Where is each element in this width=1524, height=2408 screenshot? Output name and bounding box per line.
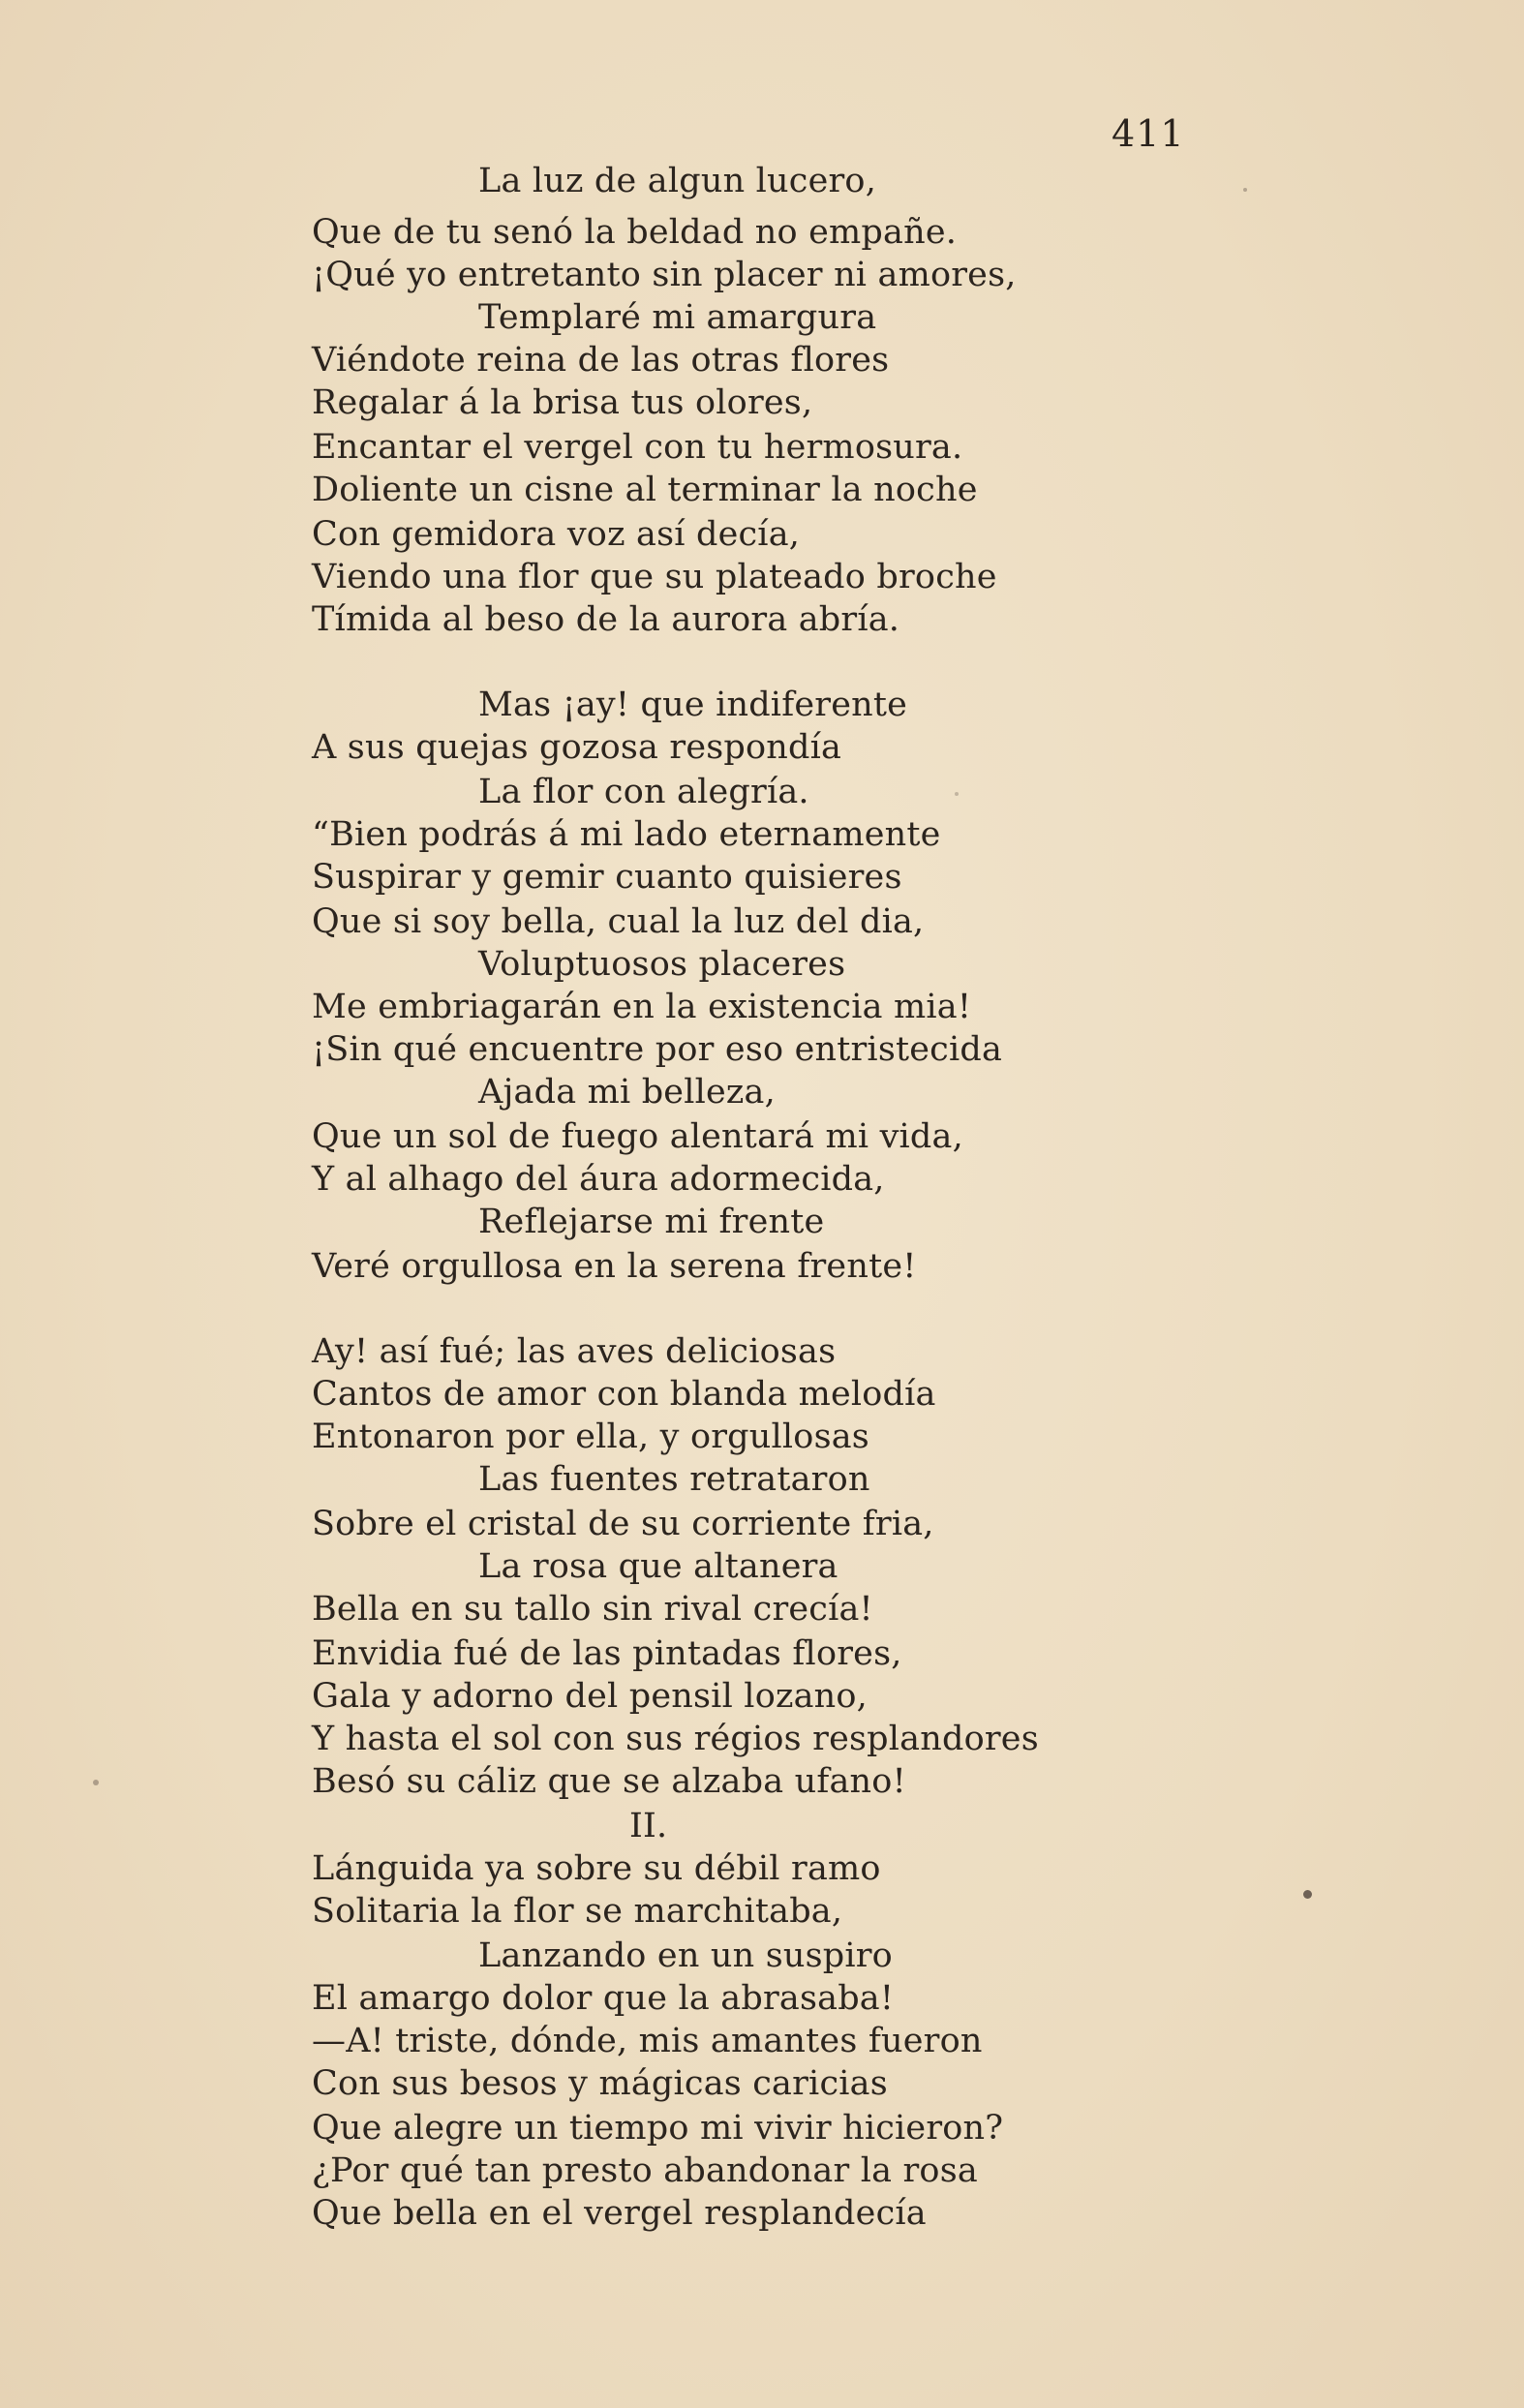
paper-speck xyxy=(955,792,959,796)
poem-line: Y hasta el sol con sus régios resplandores xyxy=(312,1720,1039,1758)
poem-line: Mas ¡ay! que indiferente xyxy=(478,686,908,724)
poem-line: Besó su cáliz que se alzaba ufano! xyxy=(312,1762,906,1801)
poem-line: Con sus besos y mágicas caricias xyxy=(312,2064,888,2103)
poem-line: Cantos de amor con blanda melodía xyxy=(312,1375,936,1414)
poem-line: Tímida al beso de la aurora abría. xyxy=(312,600,900,639)
page-number: 411 xyxy=(1112,112,1185,155)
poem-line: Lanzando en un suspiro xyxy=(478,1936,893,1975)
poem-line: ¿Por qué tan presto abandonar la rosa xyxy=(312,2151,978,2190)
poem-line: Suspirar y gemir cuanto quisieres xyxy=(312,858,902,897)
poem-line: La luz de algun lucero, xyxy=(478,162,877,200)
poem-line: Gala y adorno del pensil lozano, xyxy=(312,1677,869,1716)
poem-line: Sobre el cristal de su corriente fria, xyxy=(312,1505,934,1543)
poem-line: Con gemidora voz así decía, xyxy=(312,515,801,554)
poem-line: Templaré mi amargura xyxy=(478,298,877,337)
poem-line: Solitaria la flor se marchitaba, xyxy=(312,1892,843,1931)
poem-line: Entonaron por ella, y orgullosas xyxy=(312,1417,869,1456)
paper-speck xyxy=(93,1780,99,1785)
poem-line: Veré orgullosa en la serena frente! xyxy=(312,1247,917,1286)
poem-line: A sus quejas gozosa respondía xyxy=(312,728,842,767)
poem-line: Envidia fué de las pintadas flores, xyxy=(312,1634,902,1673)
paper-speck xyxy=(1303,1890,1312,1899)
section-heading: II. xyxy=(629,1807,668,1845)
poem-line: —A! triste, dónde, mis amantes fueron xyxy=(312,2022,983,2060)
poem-line: Que si soy bella, cual la luz del dia, xyxy=(312,902,925,941)
poem-line: Que un sol de fuego alentará mi vida, xyxy=(312,1117,963,1156)
poem-line: ¡Qué yo entretanto sin placer ni amores, xyxy=(312,256,1017,294)
poem-line: Me embriagarán en la existencia mia! xyxy=(312,988,972,1026)
poem-line: La rosa que altanera xyxy=(478,1547,838,1586)
poem-line: Lánguida ya sobre su débil ramo xyxy=(312,1849,881,1888)
poem-line: El amargo dolor que la abrasaba! xyxy=(312,1979,895,2018)
poem-line: “Bien podrás á mi lado eternamente xyxy=(312,815,941,854)
poem-line: Voluptuosos placeres xyxy=(478,945,846,984)
poem-line: Que alegre un tiempo mi vivir hicieron? xyxy=(312,2109,1004,2148)
poem-line: Viendo una flor que su plateado broche xyxy=(312,558,997,596)
poem-line: Encantar el vergel con tu hermosura. xyxy=(312,428,963,467)
poem-line: Y al alhago del áura adormecida, xyxy=(312,1160,885,1199)
poem-line: La flor con alegría. xyxy=(478,773,809,811)
poem-line: Bella en su tallo sin rival crecía! xyxy=(312,1590,873,1629)
poem-line: Que de tu senó la beldad no empañe. xyxy=(312,213,958,252)
poem-line: Regalar á la brisa tus olores, xyxy=(312,383,813,422)
poem-line: Reflejarse mi frente xyxy=(478,1203,825,1241)
poem-line: Ajada mi belleza, xyxy=(478,1073,776,1112)
poem-line: Doliente un cisne al terminar la noche xyxy=(312,471,978,509)
poem-line: ¡Sin qué encuentre por eso entristecida xyxy=(312,1030,1003,1069)
poem-line: Que bella en el vergel resplandecía xyxy=(312,2194,927,2233)
poem-line: Las fuentes retrataron xyxy=(478,1460,870,1499)
paper-speck xyxy=(1243,188,1247,192)
poem-line: Viéndote reina de las otras flores xyxy=(312,341,890,380)
poem-line: Ay! así fué; las aves deliciosas xyxy=(312,1332,837,1371)
